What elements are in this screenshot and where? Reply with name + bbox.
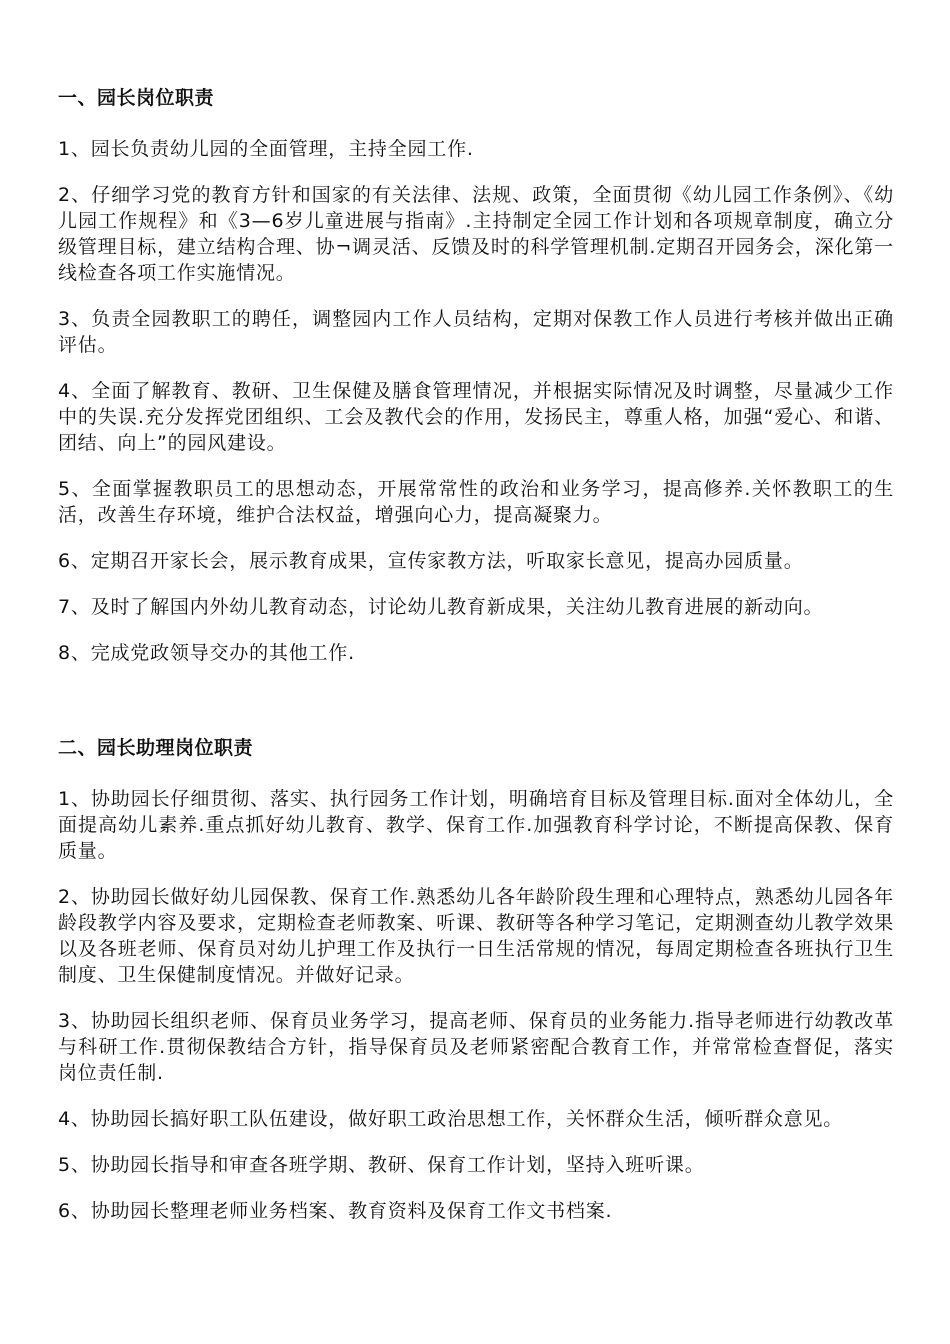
section-divider [58, 686, 894, 734]
list-item: 4、协助园长搞好职工队伍建设，做好职工政治思想工作，关怀群众生活，倾听群众意见。 [58, 1108, 844, 1130]
list-item: 6、定期召开家长会，展示教育成果，宣传家教方法，听取家长意见，提高办园质量。 [58, 550, 804, 572]
list-item: 8、完成党政领导交办的其他工作. [58, 642, 355, 664]
list-item: 4、全面了解教育、教研、卫生保健及膳食管理情况，并根据实际情况及时调整，尽量减少工作中的失误.充分发挥党团组织、工会及教代会的作用，发扬民主，尊重人格，加强“爱心、和谐、团结、向上”的园风建设。 [58, 380, 894, 454]
list-item: 6、协助园长整理老师业务档案、教育资料及保育工作文书档案. [58, 1200, 613, 1222]
list-item: 2、仔细学习党的教育方针和国家的有关法律、法规、政策，全面贯彻《幼儿园工作条例》、《幼儿园工作规程》和《3—6岁儿童进展与指南》.主持制定全园工作计划和各项规章制度，确立分级管理目标，建立结构合理、协¬调灵活、反馈及时的科学管理机制.定期召开园务会，深化第一线检查各项工作实施情况。 [58, 184, 894, 284]
list-item: 5、全面掌握教职员工的思想动态，开展常常性的政治和业务学习，提高修养.关怀教职工的生活，改善生存环境，维护合法权益，增强向心力，提高凝聚力。 [58, 478, 894, 526]
section-assistant [58, 734, 894, 1224]
list-item: 3、协助园长组织老师、保育员业务学习，提高老师、保育员的业务能力.指导老师进行幼教改革与科研工作.贯彻保教结合方针，指导保育员及老师紧密配合教育工作，并常常检查督促，落实岗位责任制. [58, 1010, 894, 1084]
list-item: 2、协助园长做好幼儿园保教、保育工作.熟悉幼儿各年龄阶段生理和心理特点，熟悉幼儿园各年龄段教学内容及要求，定期检查老师教案、听课、教研等各种学习笔记，定期测查幼儿教学效果以及各班老师、保育员对幼儿护理工作及执行一日生活常规的情况，每周定期检查各班执行卫生制度、卫生保健制度情况。并做好记录。 [58, 886, 894, 986]
list-item: 1、协助园长仔细贯彻、落实、执行园务工作计划，明确培育目标及管理目标.面对全体幼儿，全面提高幼儿素养.重点抓好幼儿教育、教学、保育工作.加强教育科学讨论，不断提高保教、保育质量。 [58, 788, 894, 862]
list-item: 1、园长负责幼儿园的全面管理，主持全园工作. [58, 138, 474, 160]
section-title: 一、园长岗位职责 [58, 87, 215, 109]
list-item: 3、负责全园教职工的聘任，调整园内工作人员结构，定期对保教工作人员进行考核并做出正确评估。 [58, 308, 894, 356]
section-director [58, 84, 894, 666]
list-item: 7、及时了解国内外幼儿教育动态，讨论幼儿教育新成果，关注幼儿教育进展的新动向。 [58, 596, 824, 618]
list-item: 5、协助园长指导和审查各班学期、教研、保育工作计划，坚持入班听课。 [58, 1154, 705, 1176]
section-title: 二、园长助理岗位职责 [58, 737, 254, 759]
